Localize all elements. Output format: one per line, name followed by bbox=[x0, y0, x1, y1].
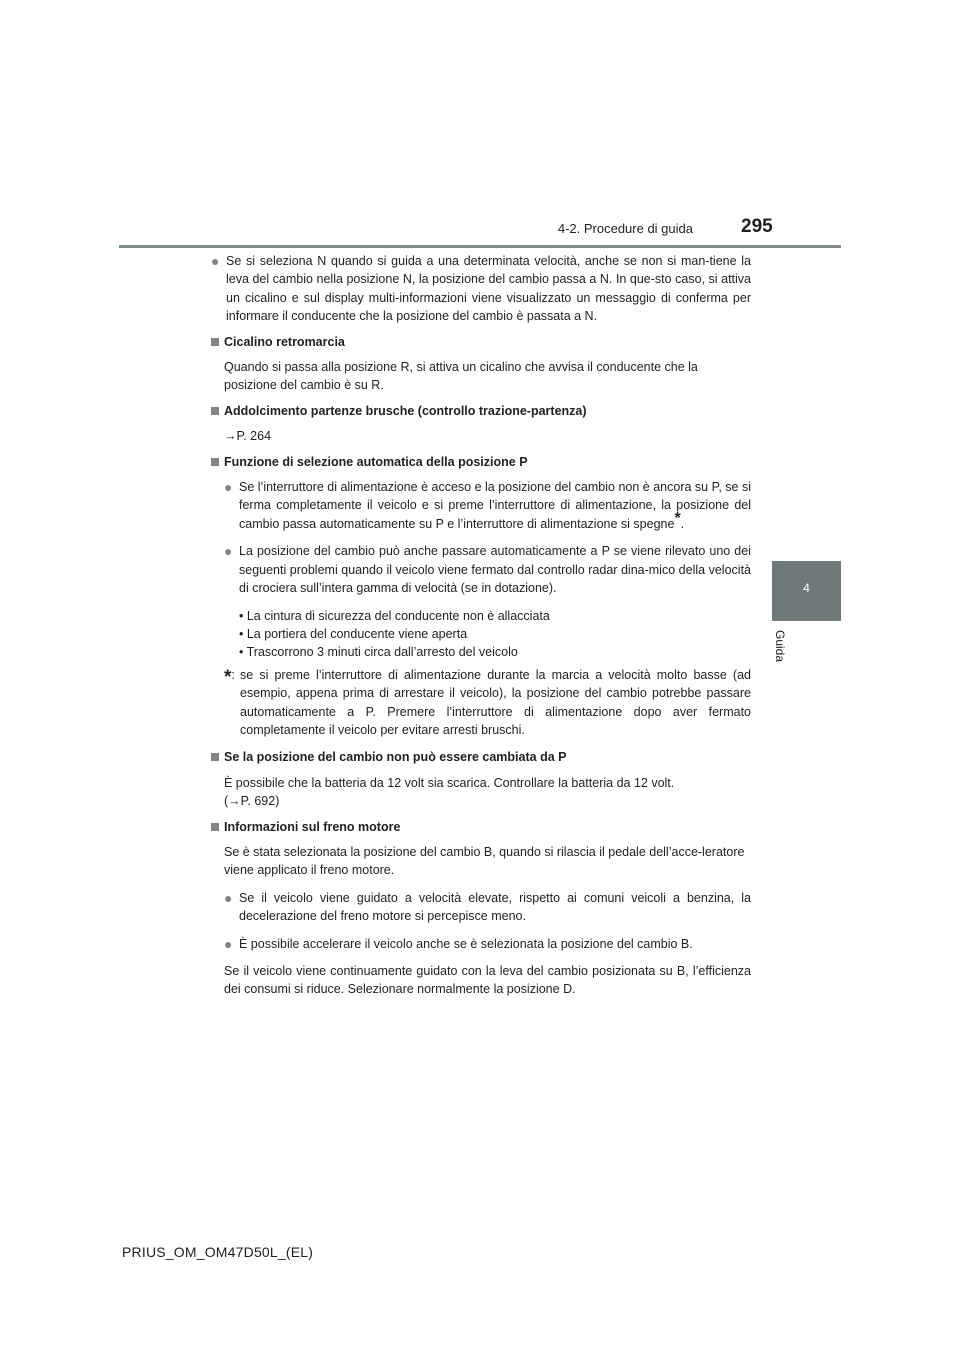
bullet-text: Se si seleziona N quando si guida a una determinata velocità, anche se non si man-tiene la leva del cambio nella posizione N, la posizione del cambio passa a N. In que-sto caso, si attiva un cicalino e sul display multi-informazioni viene visualizzato un messaggio di conferma per informare il conducente che la posizione del cambio è passata a N. bbox=[226, 254, 751, 324]
heading-square-icon bbox=[211, 823, 219, 831]
paragraph-fuel-efficiency: Se il veicolo viene continuamente guidato con la leva del cambio posizionata su B, l’efficienza dei consumi si riduce. Selezionare normalmente la posizione D. bbox=[224, 964, 751, 997]
bullet-auto-p-2 bbox=[224, 542, 751, 597]
heading-text: Informazioni sul freno motore bbox=[224, 819, 401, 834]
bullet-dot-icon: ● bbox=[224, 889, 233, 906]
bullet-dot-icon: ● bbox=[224, 479, 233, 496]
heading-square-icon bbox=[211, 338, 219, 346]
bullet-neutral bbox=[211, 252, 751, 326]
bullet-engine-brake-2 bbox=[224, 935, 751, 953]
section-title: 4-2. Procedure di guida bbox=[557, 221, 693, 236]
page-reference: (→P. 692) bbox=[224, 794, 280, 809]
bullet-text: È possibile accelerare il veicolo anche se è selezionata la posizione del cambio B. bbox=[239, 936, 693, 951]
chapter-label-container bbox=[775, 630, 835, 680]
list-item: • La cintura di sicurezza del conducente non è allacciata bbox=[239, 608, 550, 623]
chapter-label: Guida bbox=[773, 630, 787, 663]
page-reference: →P. 264 bbox=[224, 429, 272, 444]
bullet-engine-brake-1 bbox=[224, 889, 751, 926]
heading-engine-brake bbox=[211, 818, 751, 836]
chapter-number: 4 bbox=[803, 581, 810, 595]
paragraph-reverse: Quando si passa alla posizione R, si attiva un cicalino che avvisa il conducente che la posizione del cambio è su R. bbox=[224, 360, 698, 393]
heading-text: Funzione di selezione automatica della posizione P bbox=[224, 454, 528, 469]
page-content bbox=[211, 252, 751, 999]
bullet-text-end: . bbox=[680, 516, 685, 531]
heading-square-icon bbox=[211, 407, 219, 415]
header-rule bbox=[119, 245, 841, 248]
footnote-marker: *: bbox=[224, 666, 235, 688]
list-item: • Trascorrono 3 minuti circa dall’arresto del veicolo bbox=[239, 645, 518, 660]
bullet-dot-icon: ● bbox=[224, 543, 233, 560]
bullet-dot-icon: ● bbox=[224, 935, 233, 952]
footnote-text: se si preme l’interruttore di alimentazione durante la marcia a velocità molto basse (ad esempio, appena prima di arrestare il veicolo), la posizione del cambio potrebbe passare automaticamente a P. Premere l’interruttore di alimentazione dopo aver fermato completamente il veicolo per evitare arresti bruschi. bbox=[240, 667, 751, 737]
bullet-text: Se il veicolo viene guidato a velocità elevate, rispetto ai comuni veicoli a benzina, la decelerazione del freno motore si percepisce meno. bbox=[239, 890, 751, 924]
footnote bbox=[211, 666, 751, 740]
bullet-dot-icon: ● bbox=[211, 253, 220, 269]
heading-square-icon bbox=[211, 753, 219, 761]
bullet-text: Se l’interruttore di alimentazione è acceso e la posizione del cambio non è ancora su P, se si ferma completamente il veicolo e si preme l’interruttore di alimentazione, la posizione del cambio passa automaticamente su P e l’interruttore di alimentazione si spegne bbox=[239, 480, 751, 531]
heading-text: Addolcimento partenze brusche (controllo trazione-partenza) bbox=[224, 403, 587, 418]
footnote-mark: * bbox=[674, 509, 681, 527]
heading-text: Se la posizione del cambio non può essere cambiata da P bbox=[224, 750, 567, 765]
list-item: • La portiera del conducente viene aperta bbox=[239, 626, 468, 641]
paragraph-battery: È possibile che la batteria da 12 volt sia scarica. Controllare la batteria da 12 volt. bbox=[224, 775, 675, 790]
chapter-tab bbox=[772, 561, 841, 621]
heading-reverse-buzzer bbox=[211, 333, 751, 351]
heading-square-icon bbox=[211, 458, 219, 466]
bullet-auto-p-1 bbox=[224, 478, 751, 533]
heading-text: Cicalino retromarcia bbox=[224, 334, 345, 349]
page-number: 295 bbox=[741, 216, 773, 237]
document-code: PRIUS_OM_OM47D50L_(EL) bbox=[122, 1244, 314, 1260]
bullet-text: La posizione del cambio può anche passare automaticamente a P se viene rilevato uno dei seguenti problemi quando il veicolo viene fermato dal controllo radar dina-mico della velocità di crociera sull’intera gamma di velocità (se in dotazione). bbox=[239, 544, 751, 596]
paragraph-engine-brake: Se è stata selezionata la posizione del cambio B, quando si rilascia il pedale dell’acce-leratore viene applicato il freno motore. bbox=[224, 844, 745, 878]
heading-launch-control bbox=[211, 402, 751, 420]
heading-auto-p bbox=[211, 453, 751, 471]
heading-cannot-shift bbox=[211, 748, 751, 766]
condition-list bbox=[211, 607, 751, 662]
